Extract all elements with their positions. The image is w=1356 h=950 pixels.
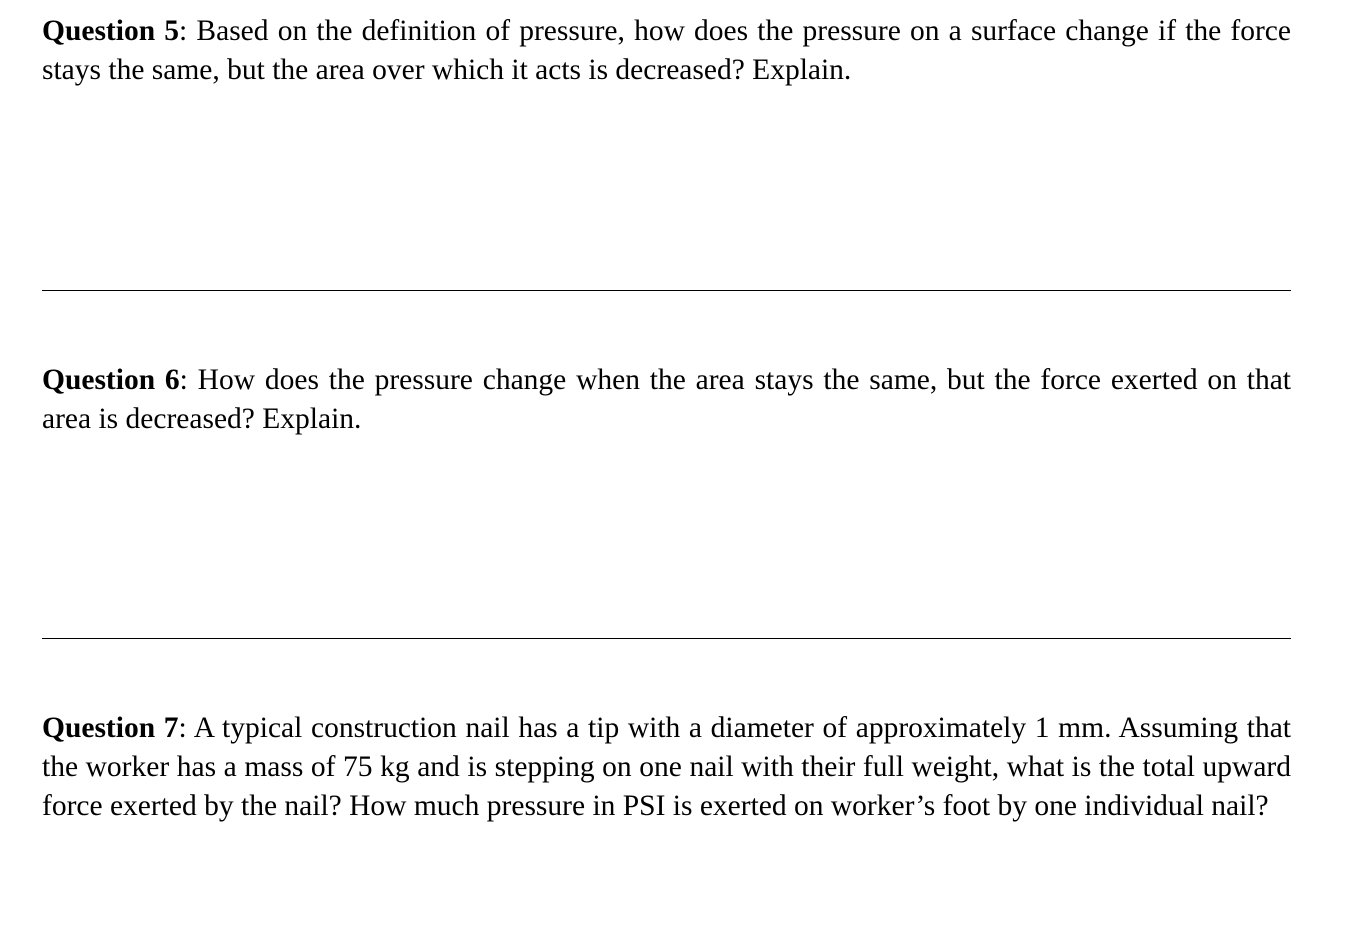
answer-divider-2 <box>42 638 1291 639</box>
question-7-text: : A typical construction nail has a tip with a diameter of approximately 1 mm. Assuming that the worker has a mass of 75 kg and is stepping on one nail with their full weight, what is the total upward force exerted by the nail? How much pressure in PSI is exerted on worker’s foot by one individual nail? <box>42 712 1292 822</box>
question-6-text: : How does the pressure change when the area stays the same, but the force exerted on that area is decreased? Explain. <box>42 364 1291 435</box>
question-6 <box>42 361 1291 439</box>
question-7-label: Question 7 <box>42 712 179 744</box>
question-5 <box>42 12 1291 90</box>
question-7 <box>42 709 1291 826</box>
question-5-text: : Based on the definition of pressure, how does the pressure on a surface change if the force stays the same, but the area over which it acts is decreased? Explain. <box>42 15 1291 86</box>
question-5-label: Question 5 <box>42 15 180 47</box>
question-6-label: Question 6 <box>42 364 180 396</box>
answer-divider-1 <box>42 290 1291 291</box>
